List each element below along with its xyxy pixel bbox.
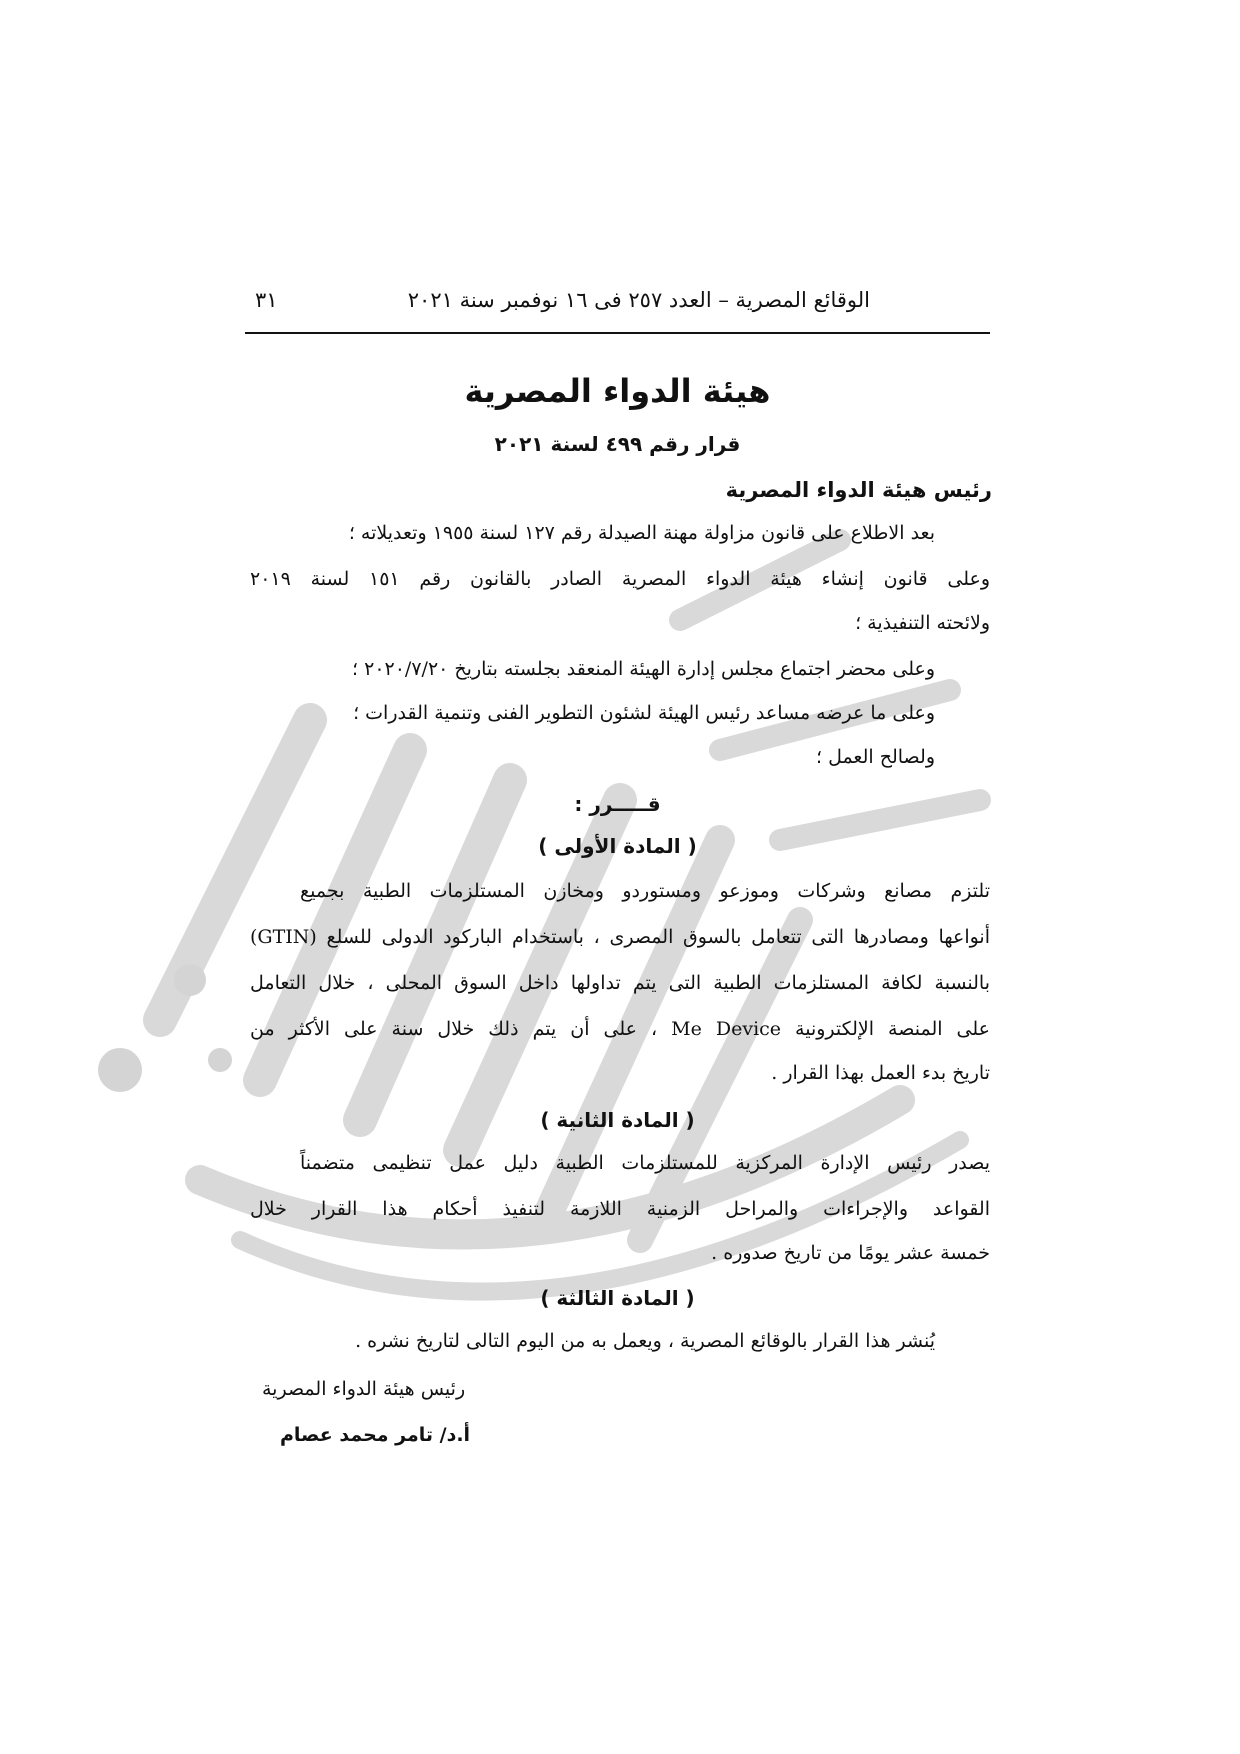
article-line: أنواعها ومصادرها التى تتعامل بالسوق المصرى ، باستخدام الباركود الدولى للسلع (GTIN) xyxy=(250,926,990,948)
article-line: القواعد والإجراءات والمراحل الزمنية اللازمة لتنفيذ أحكام هذا القرار خلال xyxy=(250,1198,990,1220)
signature-name: أ.د/ تامر محمد عصام xyxy=(280,1424,471,1446)
preamble-line: وعلى ما عرضه مساعد رئيس الهيئة لشئون التطوير الفنى وتنمية القدرات ؛ xyxy=(353,702,935,724)
page-number: ٣١ xyxy=(255,288,278,312)
page-header xyxy=(245,288,990,334)
article-line: خمسة عشر يومًا من تاريخ صدوره . xyxy=(711,1242,990,1264)
decree-number: قرار رقم ٤٩٩ لسنة ٢٠٢١ xyxy=(494,432,741,456)
article-line: بالنسبة لكافة المستلزمات الطبية التى يتم تداولها داخل السوق المحلى ، خلال التعامل xyxy=(250,972,990,994)
article-heading: ( المادة الثانية ) xyxy=(540,1108,695,1132)
authority-title: هيئة الدواء المصرية xyxy=(464,372,771,410)
preamble-line: وعلى محضر اجتماع مجلس إدارة الهيئة المنعقد بجلسته بتاريخ ٢٠٢٠/٧/٢٠ ؛ xyxy=(352,658,935,680)
signature-title: رئيس هيئة الدواء المصرية xyxy=(262,1378,466,1400)
article-heading: ( المادة الثالثة ) xyxy=(540,1286,695,1310)
article-line: يُنشر هذا القرار بالوقائع المصرية ، ويعمل به من اليوم التالى لتاريخ نشره . xyxy=(355,1330,935,1352)
article-line: تاريخ بدء العمل بهذا القرار . xyxy=(771,1062,990,1084)
preamble-line: ولصالح العمل ؛ xyxy=(815,746,935,768)
decided-label: قـــــرر : xyxy=(574,792,661,816)
preamble-line: وعلى قانون إنشاء هيئة الدواء المصرية الصادر بالقانون رقم ١٥١ لسنة ٢٠١٩ xyxy=(250,568,990,590)
preamble-line: بعد الاطلاع على قانون مزاولة مهنة الصيدلة رقم ١٢٧ لسنة ١٩٥٥ وتعديلاته ؛ xyxy=(348,522,935,544)
issuer-heading: رئيس هيئة الدواء المصرية xyxy=(725,478,992,502)
article-line: تلتزم مصانع وشركات وموزعو ومستوردو ومخازن المستلزمات الطبية بجميع xyxy=(300,880,990,902)
article-line: على المنصة الإلكترونية Me Device ، على أن يتم ذلك خلال سنة على الأكثر من xyxy=(250,1018,990,1040)
article-line: يصدر رئيس الإدارة المركزية للمستلزمات الطبية دليل عمل تنظيمى متضمناً xyxy=(300,1152,990,1174)
preamble-line: ولائحته التنفيذية ؛ xyxy=(855,612,990,634)
gazette-title: الوقائع المصرية – العدد ٢٥٧ فى ١٦ نوفمبر سنة ٢٠٢١ xyxy=(407,288,870,312)
article-heading: ( المادة الأولى ) xyxy=(538,834,697,858)
